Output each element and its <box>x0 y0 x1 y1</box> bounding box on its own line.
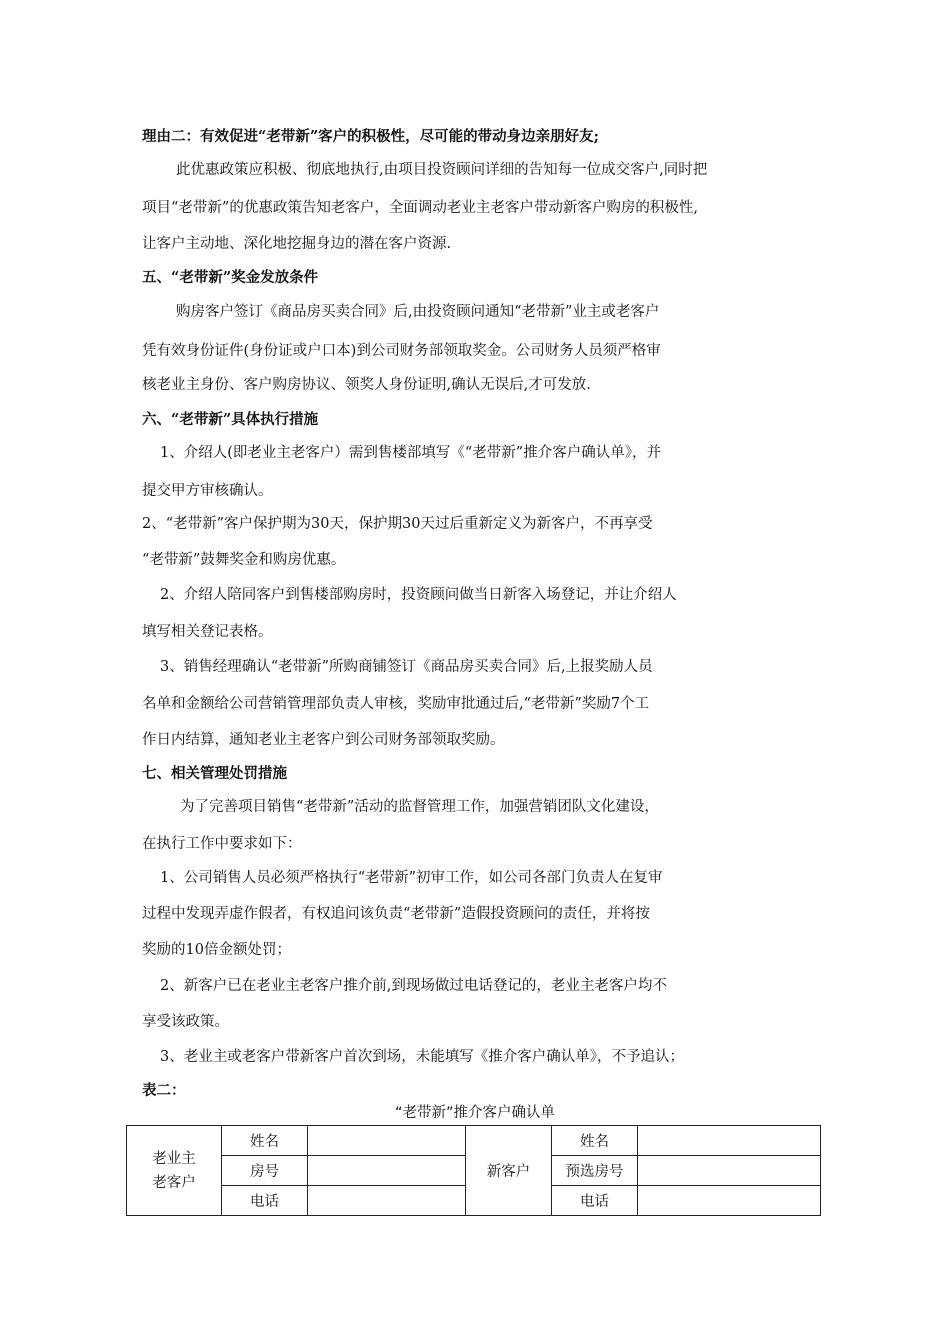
list-item: 1、介绍人(即老业主老客户）需到售楼部填写《“老带新”推介客户确认单》，并 <box>160 445 661 461</box>
paragraph-line: 在执行工作中要求如下： <box>142 836 302 852</box>
table-caption: “老带新”推介客户确认单 <box>394 1105 556 1121</box>
old-field-label: 房号 <box>222 1156 308 1186</box>
list-item-continued: 过程中发现弄虚作假者，有权追问该负责“老带新”造假投资顾问的责任，并将按 <box>142 906 650 922</box>
new-room-cell[interactable] <box>638 1156 821 1186</box>
new-phone-cell[interactable] <box>638 1186 821 1216</box>
paragraph-line: 凭有效身份证件(身份证或户口本)到公司财务部领取奖金。公司财务人员须严格审 <box>142 343 661 359</box>
old-name-cell[interactable] <box>308 1126 466 1156</box>
paragraph-line: 为了完善项目销售“老带新”活动的监督管理工作，加强营销团队文化建设， <box>180 799 659 815</box>
list-item-continued: “老带新”鼓舞奖金和购房优惠。 <box>142 552 346 568</box>
section-heading-6: 六、“老带新”具体执行措施 <box>142 411 319 428</box>
paragraph-line: 核老业主身份、客户购房协议、领奖人身份证明,确认无误后,才可发放. <box>142 377 591 393</box>
old-field-label: 电话 <box>222 1186 308 1216</box>
old-customer-group-text: 老业主老客户 <box>152 1150 196 1191</box>
list-item-continued: 奖励的10倍金额处罚； <box>142 942 291 958</box>
section-heading-5: 五、“老带新”奖金发放条件 <box>142 269 319 286</box>
list-item: 2、介绍人陪同客户到售楼部购房时，投资顾问做当日新客入场登记，并让介绍人 <box>160 587 677 603</box>
list-item: 3、老业主或老客户带新客户首次到场，未能填写《推介客户确认单》，不予追认； <box>160 1049 684 1065</box>
old-room-cell[interactable] <box>308 1156 466 1186</box>
list-item: 2、新客户已在老业主老客户推介前,到现场做过电话登记的，老业主老客户均不 <box>160 978 667 994</box>
new-field-label: 预选房号 <box>552 1156 638 1186</box>
list-item-continued: 提交甲方审核确认。 <box>142 483 273 499</box>
list-item: 3、销售经理确认“老带新”所购商铺签订《商品房买卖合同》后,上报奖励人员 <box>160 659 653 675</box>
referral-confirmation-table <box>126 1125 821 1216</box>
paragraph-line: 让客户主动地、深化地挖掘身边的潜在客户资源. <box>142 236 452 252</box>
section-heading-7: 七、相关管理处罚措施 <box>142 765 287 782</box>
new-customer-group-label: 新客户 <box>466 1126 552 1216</box>
list-item-continued: 填写相关登记表格。 <box>142 624 273 640</box>
list-item: 2、“老带新”客户保护期为30天，保护期30天过后重新定义为新客户，不再享受 <box>142 516 653 532</box>
paragraph-line: 此优惠政策应积极、彻底地执行,由项目投资顾问详细的告知每一位成交客户,同时把 <box>176 162 708 178</box>
list-item-continued: 享受该政策。 <box>142 1014 229 1030</box>
list-item-continued: 作日内结算，通知老业主老客户到公司财务部领取奖励。 <box>142 732 505 748</box>
list-item: 1、公司销售人员必须严格执行“老带新”初审工作，如公司各部门负责人在复审 <box>160 870 663 886</box>
new-field-label: 电话 <box>552 1186 638 1216</box>
table-row <box>127 1126 821 1156</box>
table-label: 表二： <box>142 1082 186 1099</box>
new-field-label: 姓名 <box>552 1126 638 1156</box>
paragraph-reason-two: 理由二：有效促进“老带新”客户的积极性，尽可能的带动身边亲朋好友; <box>142 128 600 145</box>
old-customer-group-label <box>127 1126 222 1216</box>
old-field-label: 姓名 <box>222 1126 308 1156</box>
new-name-cell[interactable] <box>638 1126 821 1156</box>
paragraph-line: 项目“老带新”的优惠政策告知老客户，全面调动老业主老客户带动新客户购房的积极性, <box>142 200 698 216</box>
old-phone-cell[interactable] <box>308 1186 466 1216</box>
paragraph-line: 购房客户签订《商品房买卖合同》后,由投资顾问通知“老带新”业主或老客户 <box>176 304 660 320</box>
list-item-continued: 名单和金额给公司营销管理部负责人审核，奖励审批通过后,“老带新”奖励7个工 <box>142 696 650 712</box>
